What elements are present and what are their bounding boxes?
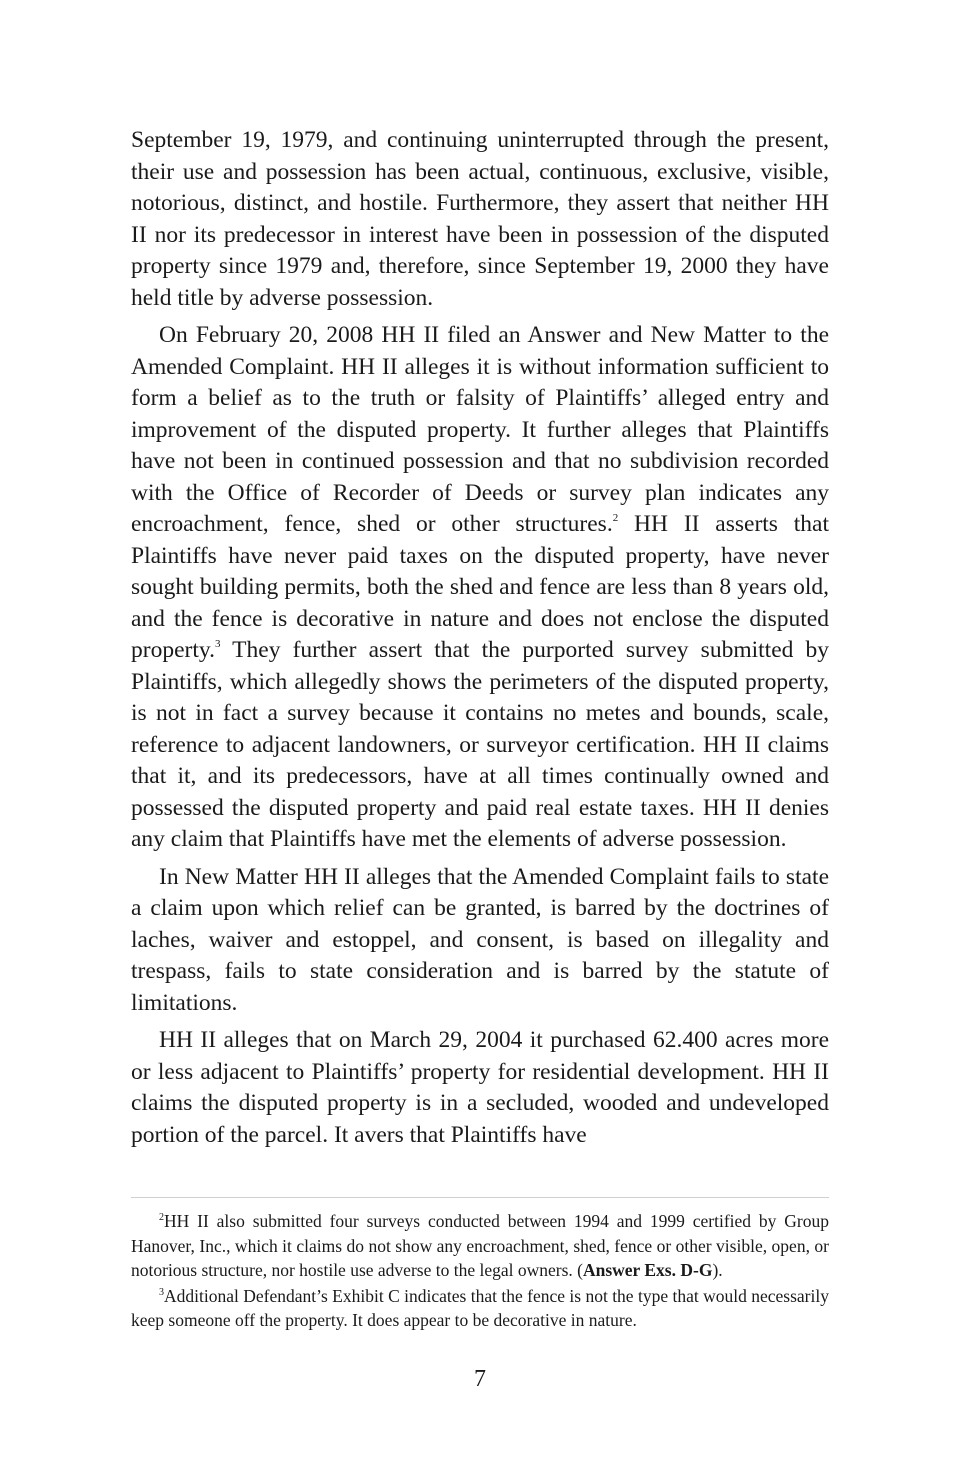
footnote-reference-2[interactable]: 2 <box>612 512 619 524</box>
paragraph-text: In New Matter HH II alleges that the Amended Complaint fails to state a claim upon which relief can be granted, is barred by the doctrines of laches, waiver and estoppel, and consent, is based on illegality and trespass, fails to state consideration and is barred by the statute of limitations. <box>131 863 829 1016</box>
footnote-text: HH II also submitted four surveys conducted between 1994 and 1999 certified by Group Hanover, Inc., which it claims do not show any encroachment, shed, fence or other visible, open, or notorious structure, nor hostile use adverse to the legal owners. ( <box>131 1211 829 1281</box>
paragraph-continuation <box>131 125 829 314</box>
page-number: 7 <box>474 1366 486 1392</box>
paragraph-text: HH II alleges that on March 29, 2004 it purchased 62.400 acres more or less adjacent to Plaintiffs’ property for residential development. HH II claims the disputed property is in a secluded, wooded and undeveloped portion of the parcel. It avers that Plaintiffs have <box>131 1027 829 1148</box>
footnote-text-end: ). <box>712 1260 723 1281</box>
footnotes <box>131 1209 829 1334</box>
paragraph-text: September 19, 1979, and continuing uninterrupted through the present, their use and possession has been actual, continuous, exclusive, visible, notorious, distinct, and hostile. Furthermore, they assert that neither HH II nor its predecessor in interest have been in possession of the disputed property since 1979 and, therefore, since September 19, 2000 they have held title by adverse possession. <box>131 127 829 311</box>
footnote-2 <box>131 1209 829 1283</box>
paragraph-text: HH II asserts that Plaintiffs have never paid taxes on the disputed property, have never sought building permits, both the shed and fence are less than 8 years old, and the fence is decorative in nature and does not enclose the disputed property. <box>131 511 830 663</box>
paragraph-new-matter-defenses <box>131 862 829 1020</box>
footnote-3 <box>131 1284 829 1333</box>
footnote-reference-3[interactable]: 3 <box>214 638 221 650</box>
footnote-mark: 2 <box>159 1212 164 1223</box>
footnote-mark: 3 <box>159 1286 164 1298</box>
footnote-text: Additional Defendant’s Exhibit C indicates that the fence is not the type that would necessarily keep someone off the property. It does appear to be decorative in nature. <box>131 1285 829 1331</box>
paragraph-text: They further assert that the purported survey submitted by Plaintiffs, which allegedly shows the perimeters of the disputed property, is not in fact a survey because it contains no metes and bounds, scale, reference to adjacent landowners, or surveyor certification. HH II claims that it, and its predecessors, have at all times continually owned and possessed the disputed property and paid real estate taxes. HH II denies any claim that Plaintiffs have met the elements of adverse possession. <box>131 637 829 852</box>
paragraph-text: On February 20, 2008 HH II filed an Answer and New Matter to the Amended Complaint. HH II alleges it is without information sufficient to form a belief as to the truth or falsity of Plaintiffs’ alleged entry and improvement of the disputed property. It further alleges that Plaintiffs have not been in continued possession and that no subdivision recorded with the Office of Recorder of Deeds or survey plan indicates any encroachment, fence, shed or other structures. <box>131 322 829 537</box>
footnote-divider <box>131 1197 829 1198</box>
footnote-citation: Answer Exs. D-G <box>582 1260 713 1281</box>
body-text <box>131 125 829 1157</box>
paragraph-purchase <box>131 1025 829 1151</box>
paragraph-answer-new-matter <box>131 320 829 856</box>
